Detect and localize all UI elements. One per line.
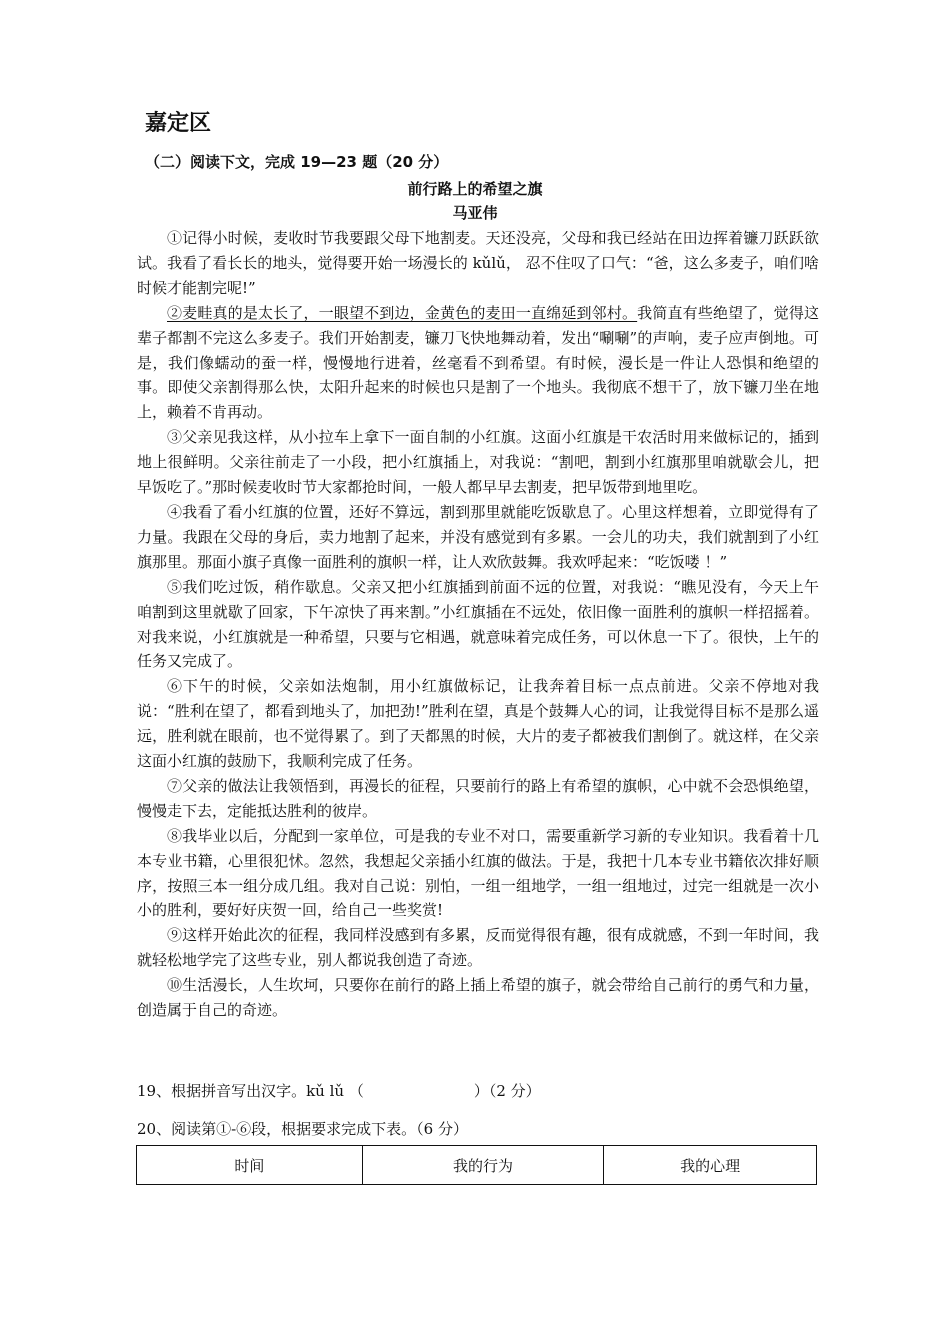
section-heading: （二）阅读下文，完成 19—23 题（20 分） [145, 153, 449, 171]
paragraph-1: ①记得小时候，麦收时节我要跟父母下地割麦。天还没亮，父母和我已经站在田边挥着镰刀跃跃欲试。我看了看长长的地头，觉得要开始一场漫长的 kǔlǔ， 忍不住叹了口气：“爸，这么多麦子，咱们啥时候才能割完呢!” [137, 229, 819, 297]
article-author: 马亚伟 [452, 204, 498, 222]
paragraph-2 [137, 301, 819, 426]
table-header-mood: 我的心理 [604, 1146, 817, 1185]
paragraph-10: ⑩生活漫长，人生坎坷，只要你在前行的路上插上希望的旗子，就会带给自己前行的勇气和力量，创造属于自己的奇迹。 [137, 976, 819, 1020]
paragraph-7: ⑦父亲的做法让我领悟到，再漫长的征程，只要前行的路上有希望的旗帜，心中就不会恐惧绝望，慢慢走下去，定能抵达胜利的彼岸。 [137, 776, 819, 820]
district-heading: 嘉定区 [145, 111, 212, 136]
question-19-prefix: 19、根据拼音写出汉字。kǔ lǔ （ [137, 1082, 364, 1100]
paragraph-3: ③父亲见我这样，从小拉车上拿下一面自制的小红旗。这面小红旗是干农活时用来做标记的，插到地上很鲜明。父亲往前走了一小段，把小红旗插上，对我说：“割吧，割到小红旗那里咱就歇会儿，把早饭吃了。”那时候麦收时节大家都抢时间，一般人都早早去割麦，把早饭带到地里吃。 [137, 428, 819, 497]
answer-table [136, 1145, 817, 1185]
paragraph-9: ⑨这样开始此次的征程，我同样没感到有多累，反而觉得很有趣，很有成就感，不到一年时间，我就轻松地学完了这些专业，别人都说我创造了奇迹。 [137, 926, 819, 970]
paragraph-2-rest: 我简直有些绝望了，觉得这辈子都割不完这么多麦子。我们开始割麦，镰刀飞快地舞动着，发出“唰唰”的声响，麦子应声倒地。可是，我们像蠕动的蚕一样，慢慢地行进着，丝毫看不到希望。有时候，漫长是一件让人恐惧和绝望的事。即使父亲割得那么快，太阳升起来的时候也只是割了一个地头。我彻底不想干了，放下镰刀坐在地上，赖着不肯再动。 [137, 303, 819, 422]
paragraph-5: ⑤我们吃过饭，稍作歇息。父亲又把小红旗插到前面不远的位置，对我说：“瞧见没有，今天上午咱割到这里就歇了回家，下午凉快了再来割。”小红旗插在不远处，依旧像一面胜利的旗帜一样招摇着。对我来说，小红旗就是一种希望，只要与它相遇，就意味着完成任务，可以休息一下了。很快，上午的任务又完成了。 [137, 577, 819, 671]
question-20: 20、阅读第①-⑥段，根据要求完成下表。（6 分） [137, 1120, 468, 1138]
paragraph-4: ④我看了看小红旗的位置，还好不算远，割到那里就能吃饭歇息了。心里这样想着，立即觉得有了力量。我跟在父母的身后，卖力地割了起来，并没有感觉到有多累。一会儿的功夫，我们就割到了小红旗那里。那面小旗子真像一面胜利的旗帜一样，让人欢欣鼓舞。我欢呼起来：“吃饭喽 ！” [137, 502, 819, 571]
article-title: 前行路上的希望之旗 [407, 180, 543, 198]
question-19-suffix: ）（2 分） [473, 1082, 541, 1100]
question-19 [137, 1080, 541, 1101]
table-header-time: 时间 [137, 1146, 363, 1185]
paragraph-8: ⑧我毕业以后，分配到一家单位，可是我的专业不对口，需要重新学习新的专业知识。我看着十几本专业书籍，心里很犯怵。忽然，我想起父亲插小红旗的做法。于是，我把十几本专业书籍依次排好顺序，按照三本一组分成几组。我对自己说：别怕，一组一组地学，一组一组地过，过完一组就是一次小小的胜利，要好好庆贺一回，给自己一些奖赏! [137, 826, 819, 920]
paragraph-6: ⑥下午的时候，父亲如法炮制，用小红旗做标记，让我奔着目标一点点前进。父亲不停地对我说：“胜利在望了，都看到地头了，加把劲!”胜利在望，真是个鼓舞人心的词，让我觉得目标不是那么遥远，胜利就在眼前，也不觉得累了。到了天都黑的时候，大片的麦子都被我们割倒了。就这样，在父亲这面小红旗的鼓励下，我顺利完成了任务。 [137, 677, 819, 771]
article-body [137, 226, 819, 1023]
table-header-action: 我的行为 [362, 1146, 604, 1185]
table-header-row [137, 1146, 817, 1185]
underlined-sentence: ②麦畦真的是太长了，一眼望不到边，金黄色的麦田一直绵延到邻村。 [167, 303, 638, 322]
